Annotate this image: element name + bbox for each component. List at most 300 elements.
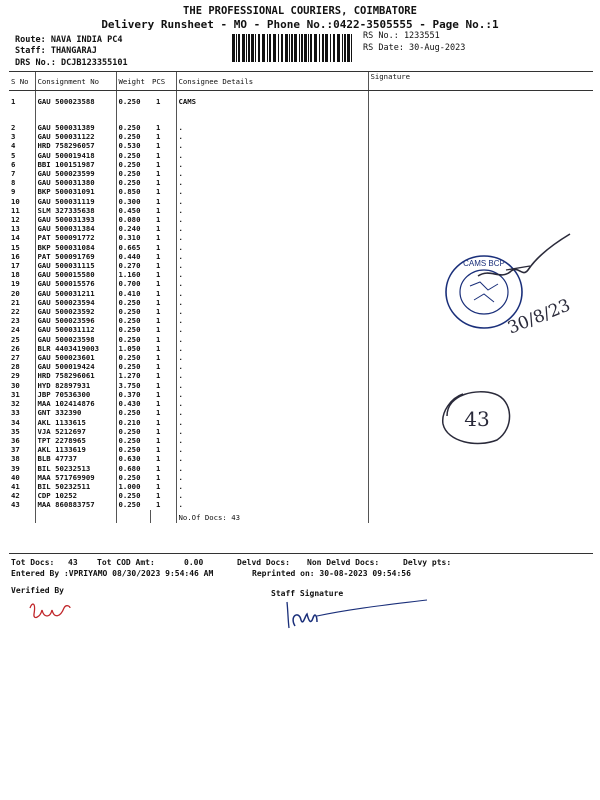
row-weight: 0.250 [116, 123, 150, 132]
row-consignment-no: 500023598 [55, 334, 95, 344]
row-consignment-no: 332390 [55, 408, 82, 418]
row-weight: 0.240 [116, 224, 150, 233]
row-consignment [35, 454, 116, 463]
table-row [9, 344, 593, 353]
row-pcs: 1 [156, 389, 161, 399]
row-signature-cell [368, 141, 593, 150]
row-pcs: 1 [156, 233, 161, 243]
row-origin-code: BKP [37, 187, 51, 197]
row-pcs: 1 [156, 169, 161, 179]
barcode [232, 34, 354, 62]
row-weight: 0.250 [116, 491, 150, 500]
row-consignment-no: 70536300 [55, 389, 91, 399]
row-signature-cell [368, 344, 593, 353]
row-consignment-no: 500023596 [55, 316, 95, 326]
row-consignment [35, 390, 116, 399]
row-sno: 30 [11, 380, 20, 390]
row-origin-code: GAU [37, 270, 51, 280]
row-pcs: 1 [156, 435, 161, 445]
row-consignment-no: 500031119 [55, 196, 95, 206]
row-consignment-no: 500031112 [55, 325, 95, 335]
row-consignee: . [176, 197, 368, 206]
row-signature-cell [368, 169, 593, 178]
delvy-pts-label: Delvy pts: [403, 558, 452, 567]
row-sno: 22 [11, 307, 20, 317]
row-sno: 20 [11, 288, 20, 298]
barcode-bar [258, 34, 260, 62]
tot-docs-label: Tot Docs: [11, 558, 55, 567]
row-pcs: 1 [156, 205, 161, 215]
table-row [9, 151, 593, 160]
table-row [9, 187, 593, 196]
row-sno: 28 [11, 362, 20, 372]
col-consignee-header: Consignee Details [176, 72, 368, 91]
company-title: THE PROFESSIONAL COURIERS, COIMBATORE [183, 5, 417, 17]
row-pcs: 1 [156, 417, 161, 427]
row-consignment-no: 500091772 [55, 233, 95, 243]
row-consignment-no: 500031211 [55, 288, 95, 298]
row-signature-cell [368, 482, 593, 491]
row-origin-code: AKL [37, 417, 51, 427]
row-consignment [35, 408, 116, 417]
summary-cell [150, 510, 176, 523]
row-sno: 40 [11, 472, 20, 482]
barcode-bar [299, 34, 300, 62]
delvd-docs-label: Delvd Docs: [237, 558, 290, 567]
row-sno: 5 [11, 150, 16, 160]
row-origin-code: CDP [37, 491, 51, 501]
row-consignee: . [176, 316, 368, 325]
row-weight: 0.250 [116, 160, 150, 169]
row-weight: 0.250 [116, 408, 150, 417]
row-consignee: . [176, 408, 368, 417]
row-pcs: 1 [156, 445, 161, 455]
row-origin-code: MAA [37, 500, 51, 510]
row-consignment-no: 1133615 [55, 417, 86, 427]
barcode-bar [238, 34, 240, 62]
table-row [9, 482, 593, 491]
row-pcs: 1 [156, 279, 161, 289]
row-origin-code: MAA [37, 399, 51, 409]
row-sno: 34 [11, 417, 20, 427]
barcode-bar [337, 34, 340, 62]
reprinted-on: Reprinted on: 30-08-2023 09:54:56 [252, 569, 411, 578]
table-row [9, 178, 593, 187]
row-consignee: . [176, 381, 368, 390]
table-row [9, 353, 593, 362]
row-consignment [35, 316, 116, 325]
row-pcs: 1 [156, 399, 161, 409]
row-consignment [35, 160, 116, 169]
row-consignment-no: 500019418 [55, 150, 95, 160]
barcode-bar [310, 34, 312, 62]
row-consignment-no: 2278965 [55, 435, 86, 445]
row-sno: 31 [11, 389, 20, 399]
row-consignment [35, 197, 116, 206]
row-sno: 17 [11, 261, 20, 271]
row-consignment-no: 5212697 [55, 426, 86, 436]
entered-by: Entered By :VPRIYAMO 08/30/2023 9:54:46 AM [11, 569, 214, 578]
row-pcs: 1 [156, 334, 161, 344]
row-signature-cell [368, 353, 593, 362]
row-origin-code: GAU [37, 353, 51, 363]
barcode-bar [267, 34, 268, 62]
row-consignment-no: 82897931 [55, 380, 91, 390]
row-weight: 0.250 [116, 473, 150, 482]
row-consignee: . [176, 353, 368, 362]
row-weight: 0.250 [116, 178, 150, 187]
barcode-bar [347, 34, 350, 62]
row-origin-code: BLB [37, 454, 51, 464]
table-row [9, 206, 593, 215]
table-row [9, 132, 593, 141]
row-consignment-no: 500031115 [55, 261, 95, 271]
row-consignee: CAMS [176, 91, 368, 124]
row-origin-code: HRD [37, 371, 51, 381]
row-consignment [35, 91, 116, 124]
stamp-text: CAMS BCP [463, 259, 505, 268]
row-consignment-no: 500031380 [55, 178, 95, 188]
row-consignment [35, 473, 116, 482]
row-origin-code: GAU [37, 288, 51, 298]
row-consignment [35, 427, 116, 436]
row-consignment-no: 50232511 [55, 481, 91, 491]
row-sno: 13 [11, 224, 20, 234]
row-pcs: 1 [156, 316, 161, 326]
row-signature-cell [368, 500, 593, 509]
row-weight: 0.250 [116, 132, 150, 141]
row-consignee: . [176, 178, 368, 187]
row-weight: 1.160 [116, 270, 150, 279]
row-weight: 0.250 [116, 436, 150, 445]
row-pcs: 1 [156, 307, 161, 317]
circled-count-text: 43 [464, 407, 490, 431]
row-sno: 24 [11, 325, 20, 335]
row-consignment-no: 327335638 [55, 205, 95, 215]
row-consignment-no: 500031389 [55, 123, 95, 132]
row-consignment [35, 307, 116, 316]
row-consignee: . [176, 123, 368, 132]
row-consignment [35, 445, 116, 454]
row-weight: 0.250 [116, 151, 150, 160]
row-signature-cell [368, 91, 593, 124]
row-origin-code: GAU [37, 215, 51, 225]
row-consignment [35, 132, 116, 141]
row-origin-code: SLM [37, 205, 51, 215]
tot-cod-label: Tot COD Amt: [97, 558, 155, 567]
verified-signature [26, 598, 74, 624]
row-consignee: . [176, 325, 368, 334]
row-origin-code: GAU [37, 169, 51, 179]
row-consignee: . [176, 399, 368, 408]
row-origin-code: VJA [37, 426, 51, 436]
row-consignee: . [176, 289, 368, 298]
row-sno: 42 [11, 491, 20, 501]
barcode-bar [325, 34, 328, 62]
row-origin-code: GAU [37, 224, 51, 234]
row-origin-code: BIL [37, 463, 51, 473]
row-origin-code: PAT [37, 233, 51, 243]
row-origin-code: GAU [37, 279, 51, 289]
row-origin-code: BBI [37, 159, 51, 169]
row-pcs: 1 [156, 288, 161, 298]
row-consignment [35, 482, 116, 491]
row-consignment [35, 335, 116, 344]
table-summary-row [9, 510, 593, 523]
col-pcs-header: PCS [150, 72, 176, 91]
table-row [9, 491, 593, 500]
row-pcs: 1 [156, 325, 161, 335]
row-consignee: . [176, 362, 368, 371]
circled-count-mark [433, 382, 523, 452]
row-consignment [35, 289, 116, 298]
row-sno: 23 [11, 316, 20, 326]
row-signature-cell [368, 178, 593, 187]
row-consignment-no: 500023599 [55, 169, 95, 179]
row-consignment-no: 4403419003 [55, 343, 100, 353]
row-consignment-no: 500031084 [55, 242, 95, 252]
barcode-bar [291, 34, 293, 62]
barcode-bar [232, 34, 235, 62]
barcode-bar [304, 34, 307, 62]
row-sno: 33 [11, 408, 20, 418]
receiver-signature [470, 228, 580, 298]
row-sno: 18 [11, 270, 20, 280]
row-pcs: 1 [156, 123, 161, 132]
row-origin-code: GAU [37, 123, 51, 132]
row-sno: 11 [11, 205, 20, 215]
row-pcs: 1 [156, 178, 161, 188]
row-consignee: . [176, 307, 368, 316]
row-consignment-no: 500023592 [55, 307, 95, 317]
row-sno: 27 [11, 353, 20, 363]
row-signature-cell [368, 151, 593, 160]
table-bottom-rule [9, 553, 593, 554]
barcode-bar [246, 34, 247, 62]
row-sno: 36 [11, 435, 20, 445]
row-weight: 0.270 [116, 261, 150, 270]
row-sno: 32 [11, 399, 20, 409]
summary-cell [9, 510, 35, 523]
barcode-bar [273, 34, 276, 62]
barcode-bar [262, 34, 265, 62]
row-consignment [35, 344, 116, 353]
row-consignee: . [176, 215, 368, 224]
row-consignee: . [176, 344, 368, 353]
row-consignment [35, 399, 116, 408]
row-origin-code: GAU [37, 132, 51, 142]
row-weight: 1.050 [116, 344, 150, 353]
row-pcs: 1 [156, 187, 161, 197]
row-signature-cell [368, 132, 593, 141]
row-pcs: 1 [156, 297, 161, 307]
row-consignment-no: 571769909 [55, 472, 95, 482]
row-origin-code: PAT [37, 251, 51, 261]
table-row [9, 169, 593, 178]
row-consignment [35, 464, 116, 473]
barcode-bar [294, 34, 297, 62]
row-consignment [35, 261, 116, 270]
barcode-bar [255, 34, 256, 62]
row-consignment-no: 500023601 [55, 353, 95, 363]
row-weight: 0.250 [116, 335, 150, 344]
row-consignment-no: 102414876 [55, 399, 95, 409]
row-consignee: . [176, 270, 368, 279]
row-pcs: 1 [156, 97, 161, 106]
row-consignment-no: 500031091 [55, 187, 95, 197]
row-pcs: 1 [156, 371, 161, 381]
row-signature-cell [368, 160, 593, 169]
row-pcs: 1 [156, 380, 161, 390]
row-sno: 29 [11, 371, 20, 381]
col-consignment-header: Consignment No [35, 72, 116, 91]
row-consignee: . [176, 261, 368, 270]
row-weight: 0.250 [116, 298, 150, 307]
row-consignment-no: 500015580 [55, 270, 95, 280]
runsheet-title: Delivery Runsheet - MO - Phone No.:0422-3505555 - Page No.:1 [101, 18, 499, 31]
row-signature-cell [368, 491, 593, 500]
row-weight: 0.300 [116, 197, 150, 206]
row-consignee: . [176, 482, 368, 491]
row-origin-code: GAU [37, 334, 51, 344]
row-consignment [35, 224, 116, 233]
row-origin-code: BIL [37, 481, 51, 491]
col-signature-header: Signature [368, 72, 593, 91]
row-consignment [35, 243, 116, 252]
barcode-bar [281, 34, 283, 62]
row-origin-code: AKL [37, 445, 51, 455]
staff-label: Staff: THANGARAJ [15, 46, 97, 56]
summary-cell [116, 510, 150, 523]
row-pcs: 1 [156, 353, 161, 363]
no-of-docs: No.Of Docs: 43 [176, 510, 368, 523]
row-sno: 37 [11, 445, 20, 455]
row-weight: 0.250 [116, 169, 150, 178]
row-consignment [35, 279, 116, 288]
row-pcs: 1 [156, 481, 161, 491]
row-origin-code: BLR [37, 343, 51, 353]
row-consignee: . [176, 454, 368, 463]
row-weight: 0.370 [116, 390, 150, 399]
row-consignee: . [176, 418, 368, 427]
row-weight: 0.310 [116, 233, 150, 242]
row-weight: 0.665 [116, 243, 150, 252]
row-signature-cell [368, 362, 593, 371]
row-pcs: 1 [156, 463, 161, 473]
row-pcs: 1 [156, 454, 161, 464]
table-row [9, 454, 593, 463]
row-weight: 0.440 [116, 252, 150, 261]
route-label: Route: NAVA INDIA PC4 [15, 35, 123, 45]
table-row [9, 362, 593, 371]
row-consignee: . [176, 473, 368, 482]
row-weight: 0.250 [116, 316, 150, 325]
barcode-bar [322, 34, 324, 62]
row-consignee: . [176, 371, 368, 380]
table-row [9, 500, 593, 509]
row-consignment-no: 47737 [55, 454, 78, 464]
row-signature-cell [368, 215, 593, 224]
barcode-bar [285, 34, 288, 62]
barcode-bar [342, 34, 343, 62]
row-sno: 14 [11, 233, 20, 243]
row-sno: 4 [11, 141, 16, 151]
row-pcs: 1 [156, 224, 161, 234]
row-consignment-no: 500091769 [55, 251, 95, 261]
tot-docs-value: 43 [68, 558, 78, 567]
row-origin-code: GAU [37, 178, 51, 188]
row-origin-code: HRD [37, 141, 51, 151]
row-pcs: 1 [156, 500, 161, 510]
row-signature-cell [368, 371, 593, 380]
row-consignment-no: 758296061 [55, 371, 95, 381]
tot-cod-value: 0.00 [184, 558, 204, 567]
barcode-bar [351, 34, 352, 62]
row-origin-code: BKP [37, 242, 51, 252]
row-signature-cell [368, 473, 593, 482]
row-weight: 0.250 [116, 427, 150, 436]
row-consignment-no: 1133619 [55, 445, 86, 455]
verified-by-label: Verified By [11, 586, 64, 595]
row-consignment-no: 500031384 [55, 224, 95, 234]
row-pcs: 1 [156, 408, 161, 418]
barcode-bar [308, 34, 309, 62]
barcode-bar [242, 34, 245, 62]
table-header-row [9, 72, 593, 91]
row-consignee: . [176, 206, 368, 215]
row-consignee: . [176, 335, 368, 344]
row-sno: 35 [11, 426, 20, 436]
row-consignee: . [176, 464, 368, 473]
row-pcs: 1 [156, 426, 161, 436]
table-row [9, 123, 593, 132]
row-sno: 43 [11, 500, 20, 510]
row-origin-code: GAU [37, 325, 51, 335]
barcode-bar [314, 34, 317, 62]
row-sno: 7 [11, 169, 16, 179]
row-consignee: . [176, 187, 368, 196]
row-pcs: 1 [156, 196, 161, 206]
row-weight: 0.410 [116, 289, 150, 298]
row-consignee: . [176, 132, 368, 141]
row-signature-cell [368, 335, 593, 344]
barcode-bar [289, 34, 290, 62]
row-consignment [35, 215, 116, 224]
row-consignment [35, 206, 116, 215]
col-weight-header: Weight [116, 72, 150, 91]
row-sno: 41 [11, 481, 20, 491]
table-row [9, 91, 593, 124]
barcode-bar [248, 34, 250, 62]
row-consignee: . [176, 491, 368, 500]
row-sno: 39 [11, 463, 20, 473]
row-pcs: 1 [156, 362, 161, 372]
row-consignment-no: 500031122 [55, 132, 95, 142]
table-row [9, 160, 593, 169]
row-consignment [35, 500, 116, 509]
row-origin-code: GAU [37, 150, 51, 160]
barcode-bar [278, 34, 279, 62]
staff-signature-label: Staff Signature [271, 589, 344, 598]
row-consignment-no: 10252 [55, 491, 78, 501]
row-signature-cell [368, 464, 593, 473]
table-row [9, 215, 593, 224]
row-sno: 25 [11, 334, 20, 344]
row-signature-cell [368, 454, 593, 463]
row-consignment [35, 141, 116, 150]
row-pcs: 1 [156, 251, 161, 261]
row-pcs: 1 [156, 132, 161, 142]
